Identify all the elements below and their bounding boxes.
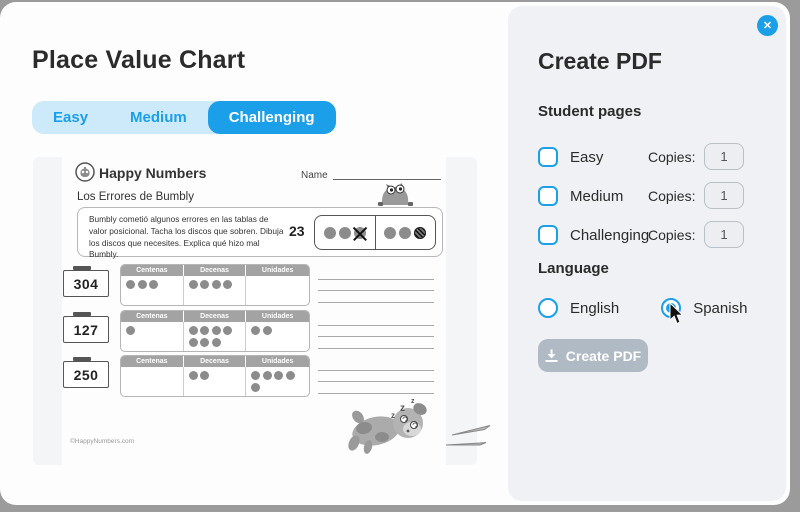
page-label-easy: Easy <box>570 148 604 166</box>
sleep-z: z <box>400 403 405 414</box>
column-header-decenas: Decenas <box>184 311 247 322</box>
worksheet-copyright: ©HappyNumbers.com <box>70 438 135 445</box>
number-value: 250 <box>73 366 99 383</box>
worksheet-rows <box>62 262 446 402</box>
number-tag <box>63 361 109 388</box>
worksheet-preview <box>33 157 477 465</box>
copies-label: Copies: <box>648 149 696 165</box>
answer-line <box>318 291 434 303</box>
disc <box>189 326 198 335</box>
tab-easy[interactable]: Easy <box>32 101 109 134</box>
disc <box>384 227 396 239</box>
disc <box>251 326 260 335</box>
disc <box>223 280 232 289</box>
disc-cell-centenas <box>121 322 184 351</box>
disc <box>251 383 260 392</box>
disc <box>189 338 198 347</box>
bumbly-peek-icon <box>376 181 414 207</box>
disc <box>324 227 336 239</box>
name-blank-line <box>333 169 441 180</box>
answer-line <box>318 280 434 292</box>
create-pdf-panel <box>508 6 786 501</box>
column-header-unidades: Unidades <box>246 265 309 276</box>
disc <box>212 280 221 289</box>
tab-challenging[interactable]: Challenging <box>208 101 336 134</box>
disc <box>126 326 135 335</box>
worksheet-brand: Happy Numbers <box>99 165 207 181</box>
language-options <box>538 298 747 318</box>
worksheet-row <box>62 308 446 354</box>
column-header-decenas: Decenas <box>184 356 247 367</box>
example-disc-group <box>375 216 436 249</box>
disc <box>286 371 295 380</box>
example-number: 23 <box>289 223 305 239</box>
disc-cell-decenas <box>184 367 247 396</box>
worksheet-page <box>62 157 446 465</box>
column-header-unidades: Unidades <box>246 311 309 322</box>
language-label-spanish: Spanish <box>693 299 748 317</box>
checkbox-easy[interactable] <box>538 147 558 167</box>
create-pdf-button-label: Create PDF <box>565 347 642 364</box>
answer-line <box>318 314 434 326</box>
copies-label: Copies: <box>648 227 696 243</box>
panel-title: Create PDF <box>538 48 662 74</box>
column-header-centenas: Centenas <box>121 265 184 276</box>
disc <box>126 280 135 289</box>
happy-numbers-logo-icon <box>75 162 95 182</box>
disc <box>339 227 351 239</box>
copies-input-medium[interactable] <box>704 182 744 209</box>
student-page-row <box>538 146 770 168</box>
disc <box>138 280 147 289</box>
answer-lines <box>318 359 434 397</box>
disc <box>212 338 221 347</box>
page-title: Place Value Chart <box>32 46 246 74</box>
checkbox-medium[interactable] <box>538 186 558 206</box>
sleep-z: z <box>391 411 395 420</box>
page-label-challenging: Challenging <box>570 226 650 244</box>
number-tag <box>63 270 109 297</box>
disc-cell-centenas <box>121 276 184 305</box>
instruction-text: Bumbly cometió algunos errores en las tablas de valor posicional. Tacha los discos que sobren. Dibuja los discos que necesites. Explica qué hizo mal Bumbly. <box>89 214 284 260</box>
close-icon: ✕ <box>762 20 773 32</box>
answer-line <box>318 326 434 338</box>
worksheet-title: Los Errores de Bumbly <box>77 191 194 203</box>
page-label-medium: Medium <box>570 187 624 205</box>
mouse-cursor-icon <box>669 303 685 325</box>
column-header-centenas: Centenas <box>121 311 184 322</box>
worksheet-row <box>62 353 446 399</box>
answer-line <box>318 268 434 280</box>
student-pages-section-label: Student pages <box>538 103 642 120</box>
language-section-label: Language <box>538 260 609 277</box>
number-value: 127 <box>73 321 99 338</box>
language-option-english[interactable] <box>538 298 619 318</box>
column-header-unidades: Unidades <box>246 356 309 367</box>
disc-cell-decenas <box>184 276 247 305</box>
radio-english[interactable] <box>538 298 558 318</box>
copies-input-easy[interactable] <box>704 143 744 170</box>
answer-line <box>318 337 434 349</box>
student-page-row <box>538 185 770 207</box>
place-value-table <box>120 310 310 352</box>
worksheet-row <box>62 262 446 308</box>
example-disc-group <box>315 216 375 249</box>
place-value-table <box>120 355 310 397</box>
column-header-decenas: Decenas <box>184 265 247 276</box>
number-tag <box>63 316 109 343</box>
disc <box>263 371 272 380</box>
disc <box>212 326 221 335</box>
answer-line <box>318 371 434 383</box>
scribbled-disc <box>414 227 426 239</box>
column-header-centenas: Centenas <box>121 356 184 367</box>
disc <box>189 371 198 380</box>
disc-cell-unidades <box>246 367 309 396</box>
bumbly-sleeping-icon <box>334 395 502 457</box>
disc <box>223 326 232 335</box>
disc <box>274 371 283 380</box>
answer-lines <box>318 314 434 352</box>
example-disc-box <box>314 215 436 250</box>
disc <box>200 338 209 347</box>
disc <box>149 280 158 289</box>
student-page-row <box>538 224 770 246</box>
copies-label: Copies: <box>648 188 696 204</box>
tab-bar <box>32 101 336 134</box>
disc <box>200 326 209 335</box>
disc <box>399 227 411 239</box>
disc <box>251 371 260 380</box>
number-value: 304 <box>73 275 99 292</box>
copies-input-challenging[interactable] <box>704 221 744 248</box>
language-label-english: English <box>570 299 620 317</box>
crossed-disc <box>354 227 366 239</box>
disc <box>200 280 209 289</box>
tab-medium[interactable]: Medium <box>109 101 208 134</box>
disc-cell-unidades <box>246 322 309 351</box>
disc-cell-decenas <box>184 322 247 351</box>
close-button[interactable] <box>757 15 778 36</box>
place-value-table <box>120 264 310 306</box>
create-pdf-button[interactable] <box>538 339 648 372</box>
disc-cell-unidades <box>246 276 309 305</box>
download-icon <box>545 349 558 362</box>
answer-line <box>318 359 434 371</box>
disc <box>200 371 209 380</box>
place-value-chart-modal <box>0 2 790 505</box>
sleep-z: z <box>411 398 415 405</box>
instruction-box <box>77 207 443 260</box>
answer-lines <box>318 268 434 306</box>
student-pages-list <box>538 146 770 263</box>
checkbox-challenging[interactable] <box>538 225 558 245</box>
name-label: Name <box>301 170 328 181</box>
disc <box>263 326 272 335</box>
disc <box>189 280 198 289</box>
answer-line <box>318 382 434 394</box>
disc-cell-centenas <box>121 367 184 396</box>
